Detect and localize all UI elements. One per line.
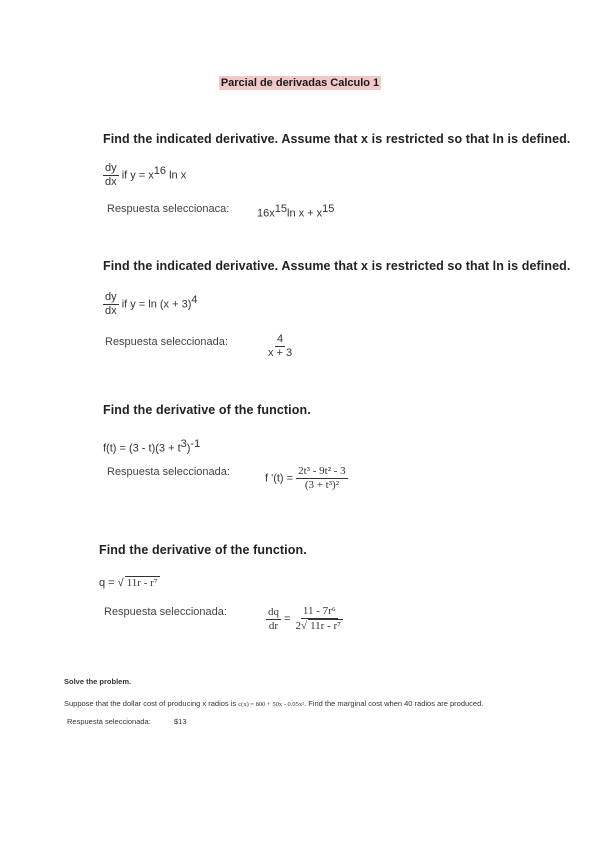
q3-equation: f(t) = (3 - t)(3 + t3)-1 [103, 438, 201, 455]
q1-equation: $\frac{dy}{dx}$ if y = x16 ln x [105, 162, 187, 188]
q3-answer-label: Respuesta seleccionada: [107, 466, 230, 478]
q5-heading: Solve the problem. [64, 677, 132, 686]
q2-answer-label: Respuesta seleccionada: [105, 336, 228, 348]
q1-prompt: Find the indicated derivative. Assume that x is restricted so that ln is defined. [103, 132, 571, 146]
q2-equation: $\frac{dy}{dx}$ if y = ln (x + 3)4 [105, 291, 198, 317]
q2-answer: $\frac{4}{x + 3}$ [268, 333, 293, 359]
q1-answer-label: Respuesta seleccionaca: [107, 203, 230, 215]
q3-prompt: Find the derivative of the function. [103, 403, 311, 417]
q2-prompt: Find the indicated derivative. Assume that x is restricted so that ln is defined. [103, 259, 571, 273]
q5-answer: $13 [174, 717, 187, 726]
q4-equation: q = √ 11r - r⁷ [99, 577, 158, 589]
q4-answer-label: Respuesta seleccionada: [104, 606, 227, 618]
q4-answer: $\frac{dq}{dr}$ = $\frac{\text{11 - 7r⁶}}{\text{2√ 11r - r⁷}}$ [268, 605, 342, 632]
q1-answer: 16x15ln x + x15 [257, 203, 335, 220]
page-title: Parcial de derivadas Calculo 1 [220, 77, 380, 89]
q3-answer: f '(t) = $\frac{\text{2t³ - 9t² - 3}}{\text{(3 + t³)²}}$ [265, 465, 346, 491]
q5-answer-label: Respuesta seleccionada: [67, 717, 151, 726]
q4-prompt: Find the derivative of the function. [99, 543, 307, 557]
q5-prompt: Suppose that the dollar cost of producing x radios is c(x) = 800 + 50x - 0.05x². Find the marginal cost when 40 radios are produced. [64, 699, 484, 708]
